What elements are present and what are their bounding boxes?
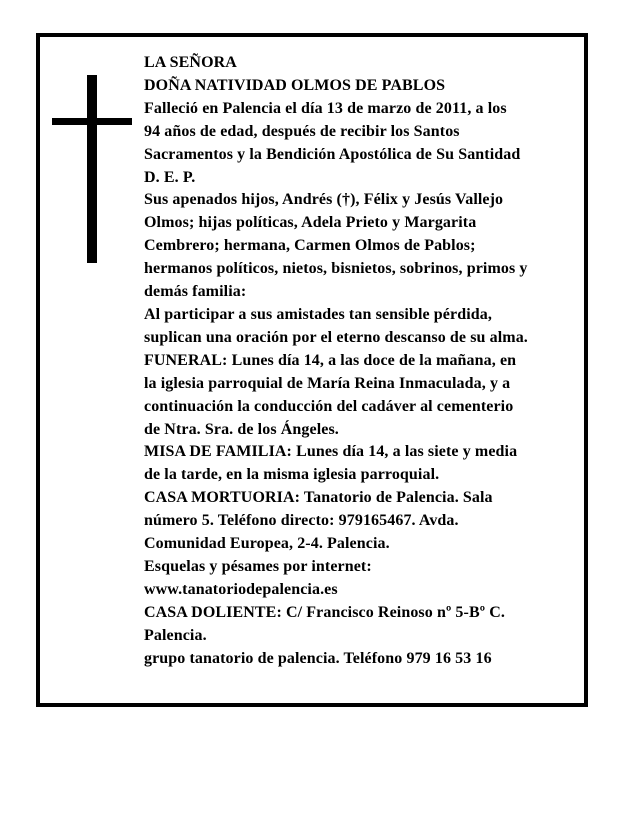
notice-line: Falleció en Palencia el día 13 de marzo de 2011, a los — [144, 99, 507, 117]
notice-line: suplican una oración por el eterno descanso de su alma. — [144, 328, 528, 346]
notice-line: Sus apenados hijos, Andrés (†), Félix y Jesús Vallejo — [144, 191, 504, 209]
notice-line: continuación la conducción del cadáver al cementerio — [144, 397, 514, 415]
notice-line: CASA DOLIENTE: C/ Francisco Reinoso nº 5-Bº C. — [144, 603, 505, 621]
notice-line: Palencia. — [144, 626, 207, 644]
notice-line: Comunidad Europea, 2-4. Palencia. — [144, 535, 390, 553]
notice-line: MISA DE FAMILIA: Lunes día 14, a las siete y media — [144, 443, 518, 461]
notice-body — [144, 98, 592, 671]
notice-line: número 5. Teléfono directo: 979165467. Avda. — [144, 512, 459, 530]
notice-line: Cembrero; hermana, Carmen Olmos de Pablos; — [144, 237, 476, 255]
notice-line: grupo tanatorio de palencia. Teléfono 979 16 53 16 — [144, 649, 492, 667]
notice-line: de la tarde, en la misma iglesia parroquial. — [144, 466, 440, 484]
notice-line: de Ntra. Sra. de los Ángeles. — [144, 420, 339, 438]
notice-line: FUNERAL: Lunes día 14, a las doce de la mañana, en — [144, 351, 517, 369]
obituary-frame — [36, 33, 588, 707]
cross-vertical-bar — [87, 75, 97, 263]
notice-salutation: LA SEÑORA — [144, 54, 237, 71]
notice-line: la iglesia parroquial de María Reina Inmaculada, y a — [144, 374, 511, 392]
notice-line: Esquelas y pésames por internet: — [144, 557, 372, 575]
notice-line: demás familia: — [144, 283, 247, 301]
notice-line: Al participar a sus amistades tan sensible pérdida, — [144, 305, 492, 323]
cross-horizontal-bar — [52, 118, 132, 125]
notice-line: D. E. P. — [144, 168, 196, 186]
notice-line: Sacramentos y la Bendición Apostólica de Su Santidad — [144, 145, 521, 163]
notice-line: Olmos; hijas políticas, Adela Prieto y Margarita — [144, 214, 477, 232]
deceased-name: DOÑA NATIVIDAD OLMOS DE PABLOS — [144, 76, 446, 94]
notice-line: 94 años de edad, después de recibir los Santos — [144, 122, 460, 140]
notice-text — [144, 52, 592, 670]
notice-line: hermanos políticos, nietos, bisnietos, sobrinos, primos y — [144, 260, 528, 278]
notice-line: CASA MORTUORIA: Tanatorio de Palencia. Sala — [144, 489, 493, 507]
notice-line: www.tanatoriodepalencia.es — [144, 580, 338, 598]
